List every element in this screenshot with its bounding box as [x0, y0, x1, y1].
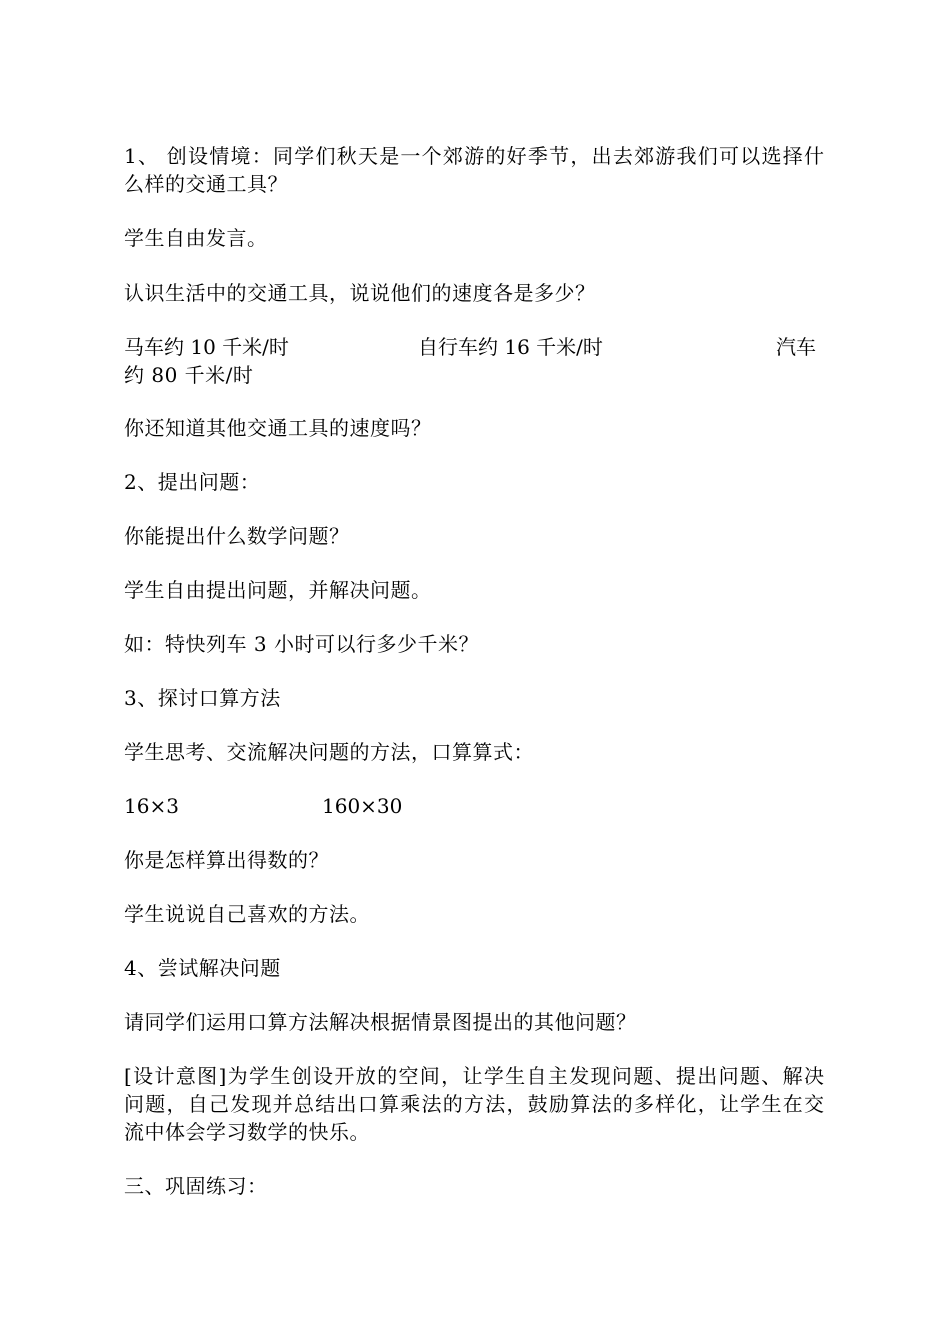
speed-car-label: 汽车 — [776, 335, 816, 359]
section-1-heading-line-2: 么样的交通工具？ — [124, 172, 288, 196]
paragraph-how: 你是怎样算出得数的？ — [124, 848, 329, 872]
section-1-heading-line-1: 1、 创设情境：同学们秋天是一个郊游的好季节，出去郊游我们可以选择什 — [124, 144, 824, 168]
section-3-heading: 3、探讨口算方法 — [124, 686, 281, 710]
section-2-heading: 2、提出问题： — [124, 470, 261, 494]
paragraph-apply: 请同学们运用口算方法解决根据情景图提出的其他问题？ — [124, 1010, 637, 1034]
speed-carriage: 马车约 10 千米/时 — [124, 335, 289, 359]
section-4-heading: 4、尝试解决问题 — [124, 956, 281, 980]
paragraph-recognize-vehicles: 认识生活中的交通工具，说说他们的速度各是多少？ — [124, 281, 596, 305]
paragraph-other-speeds: 你还知道其他交通工具的速度吗？ — [124, 416, 432, 440]
paragraph-ask-math: 你能提出什么数学问题？ — [124, 524, 350, 548]
expression-2: 160×30 — [322, 794, 403, 818]
paragraph-think: 学生思考、交流解决问题的方法，口算算式： — [124, 740, 534, 764]
paragraph-favorite: 学生说说自己喜欢的方法。 — [124, 902, 370, 926]
paragraph-example: 如：特快列车 3 小时可以行多少千米？ — [124, 632, 479, 656]
paragraph-students-ask: 学生自由提出问题，并解决问题。 — [124, 578, 432, 602]
section-consolidate-heading: 三、巩固练习： — [124, 1174, 268, 1198]
expression-1: 16×3 — [124, 794, 179, 818]
design-intent-line-1: [设计意图]为学生创设开放的空间，让学生自主发现问题、提出问题、解决 — [124, 1064, 824, 1088]
speed-bicycle: 自行车约 16 千米/时 — [418, 335, 603, 359]
design-intent-line-2: 问题，自己发现并总结出口算乘法的方法，鼓励算法的多样化，让学生在交 — [124, 1092, 824, 1116]
design-intent-line-3: 流中体会学习数学的快乐。 — [124, 1120, 370, 1144]
speed-car-value: 约 80 千米/时 — [124, 363, 254, 387]
paragraph-free-speak: 学生自由发言。 — [124, 226, 268, 250]
